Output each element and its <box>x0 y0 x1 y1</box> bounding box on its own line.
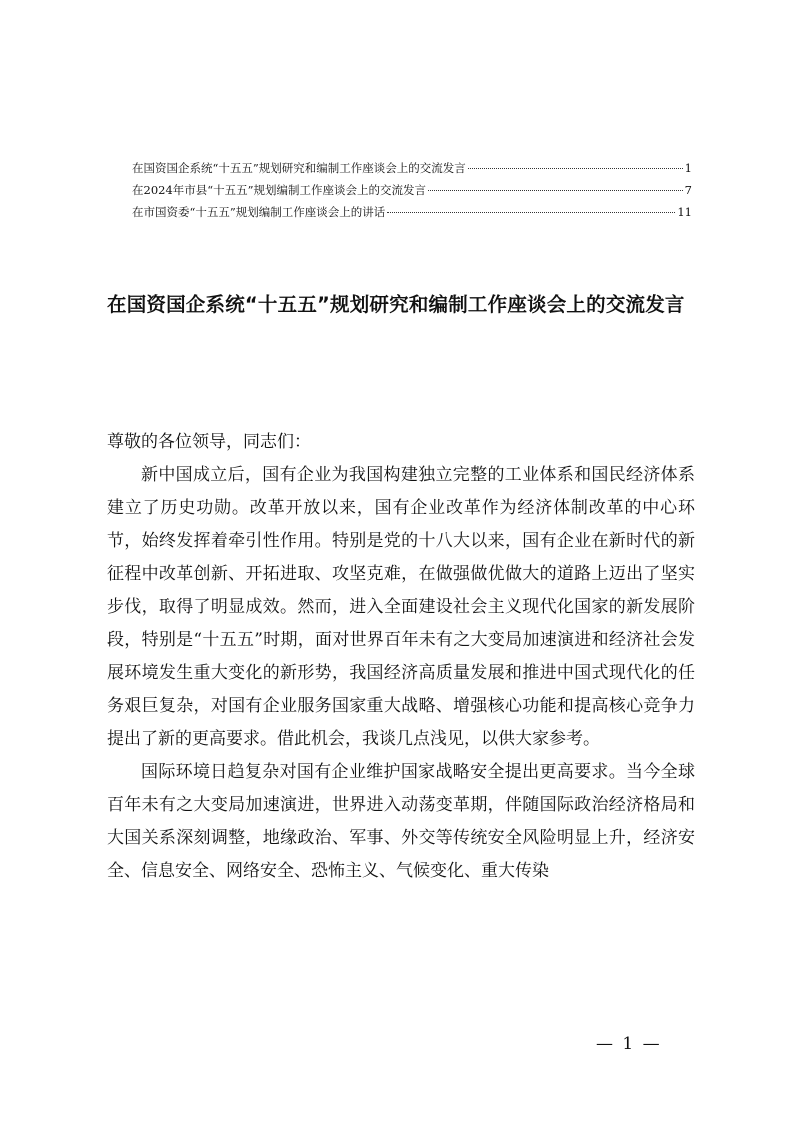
toc-entry-title: 在市国资委“十五五”规划编制工作座谈会上的讲话 <box>132 205 386 219</box>
body-text <box>107 426 695 888</box>
toc-entry-page: 1 <box>684 161 692 175</box>
paragraph-2: 国际环境日趋复杂对国有企业维护国家战略安全提出更高要求。当今全球百年未有之大变局加速演进，世界进入动荡变革期，伴随国际政治经济格局和大国关系深刻调整，地缘政治、军事、外交等传统安全风险明显上升，经济安全、信息安全、网络安全、恐怖主义、气候变化、重大传染 <box>107 762 695 881</box>
toc-entry-page: 7 <box>684 183 692 197</box>
table-of-contents <box>132 160 692 226</box>
toc-entry-2[interactable] <box>132 182 692 204</box>
toc-entry-title: 在国资国企系统“十五五”规划研究和编制工作座谈会上的交流发言 <box>132 161 466 175</box>
paragraph-1: 新中国成立后，国有企业为我国构建独立完整的工业体系和国民经济体系建立了历史功勋。改革开放以来，国有企业改革作为经济体制改革的中心环节，始终发挥着牵引性作用。特别是党的十八大以来，国有企业在新时代的新征程中改革创新、开拓进取、攻坚克难，在做强做优做大的道路上迈出了坚实步伐，取得了明显成效。然而，进入全面建设社会主义现代化国家的新发展阶段，特别是“十五五”时期，面对世界百年未有之大变局加速演进和经济社会发展环境发生重大变化的新形势，我国经济高质量发展和推进中国式现代化的任务艰巨复杂，对国有企业服务国家重大战略、增强核心功能和提高核心竞争力提出了新的更高要求。借此机会，我谈几点浅见，以供大家参考。 <box>107 465 695 749</box>
toc-entry-1[interactable] <box>132 160 692 182</box>
toc-leader-dots <box>428 190 683 191</box>
page-number: — 1 — <box>596 1034 662 1054</box>
section-heading: 在国资国企系统“十五五”规划研究和编制工作座谈会上的交流发言 <box>107 293 685 316</box>
toc-leader-dots <box>468 168 683 169</box>
toc-entry-page: 11 <box>677 205 692 219</box>
toc-entry-title: 在2024年市县“十五五”规划编制工作座谈会上的交流发言 <box>132 183 427 197</box>
toc-leader-dots <box>387 212 675 213</box>
salutation: 尊敬的各位领导，同志们： <box>107 432 311 452</box>
toc-entry-3[interactable] <box>132 204 692 226</box>
